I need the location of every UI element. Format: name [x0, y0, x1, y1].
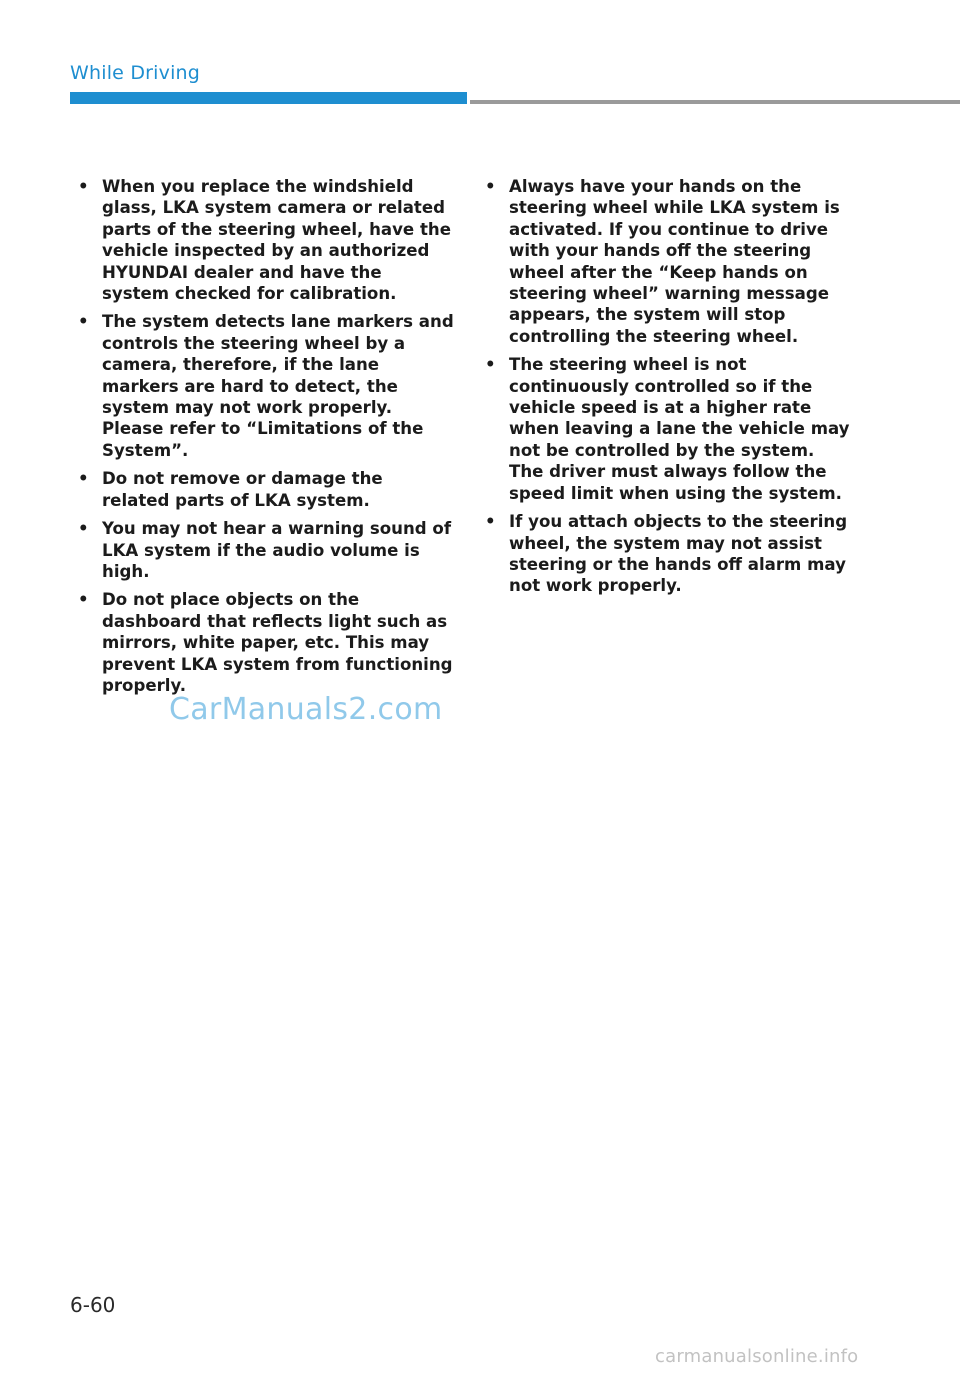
bullet-dot-icon: •	[78, 519, 89, 539]
bullet-text: Do not remove or damage the related parts of LKA system.	[102, 469, 383, 510]
bullet-dot-icon: •	[485, 355, 496, 375]
bullet-dot-icon: •	[485, 512, 496, 532]
bullet-item	[483, 354, 851, 504]
bullet-text: Do not place objects on the dashboard that reflects light such as mirrors, white paper, etc. This may prevent LKA system from functioning properly.	[102, 590, 453, 695]
footer-site-watermark[interactable]: carmanualsonline.info	[655, 1346, 859, 1367]
right-bullet-list	[483, 176, 851, 604]
bullet-item	[483, 176, 851, 347]
bullet-item	[483, 511, 851, 597]
section-title: While Driving	[70, 62, 201, 84]
left-bullet-list	[76, 176, 454, 703]
bullet-dot-icon: •	[78, 177, 89, 196]
bullet-text: When you replace the windshield glass, LKA system camera or related parts of the steering wheel, have the vehicle inspected by an authorized HYUNDAI dealer and have the system checked for calibration.	[102, 177, 451, 304]
bullet-item	[76, 311, 454, 461]
bullet-text: You may not hear a warning sound of LKA system if the audio volume is high.	[102, 519, 452, 581]
bullet-text: If you attach objects to the steering wheel, the system may not assist steering or the hands off alarm may not work properly.	[509, 512, 848, 596]
watermark-link[interactable]: CarManuals2.com	[169, 692, 443, 727]
bullet-text: The system detects lane markers and controls the steering wheel by a camera, therefore, if the lane markers are hard to detect, the system may not work properly. Please refer to “Limitations of the System”.	[102, 312, 454, 460]
bullet-text: Always have your hands on the steering wheel while LKA system is activated. If you continue to drive with your hands off the steering wheel after the “Keep hands on steering wheel” warning message appears, the system will stop controlling the steering wheel.	[509, 177, 840, 346]
bullet-item	[76, 589, 454, 696]
bullet-dot-icon: •	[78, 312, 89, 332]
bullet-text: The steering wheel is not continuously controlled so if the vehicle speed is at a higher rate when leaving a lane the vehicle may not be controlled by the system. The driver must always follow the speed limit when using the system.	[509, 355, 850, 503]
header-accent-bar	[70, 92, 467, 104]
bullet-item	[76, 518, 454, 582]
header-rule	[470, 100, 960, 104]
bullet-item	[76, 468, 454, 511]
page-number: 6-60	[70, 1293, 116, 1317]
bullet-dot-icon: •	[78, 469, 89, 489]
bullet-item	[76, 176, 454, 304]
bullet-dot-icon: •	[78, 590, 89, 610]
bullet-dot-icon: •	[485, 177, 496, 196]
